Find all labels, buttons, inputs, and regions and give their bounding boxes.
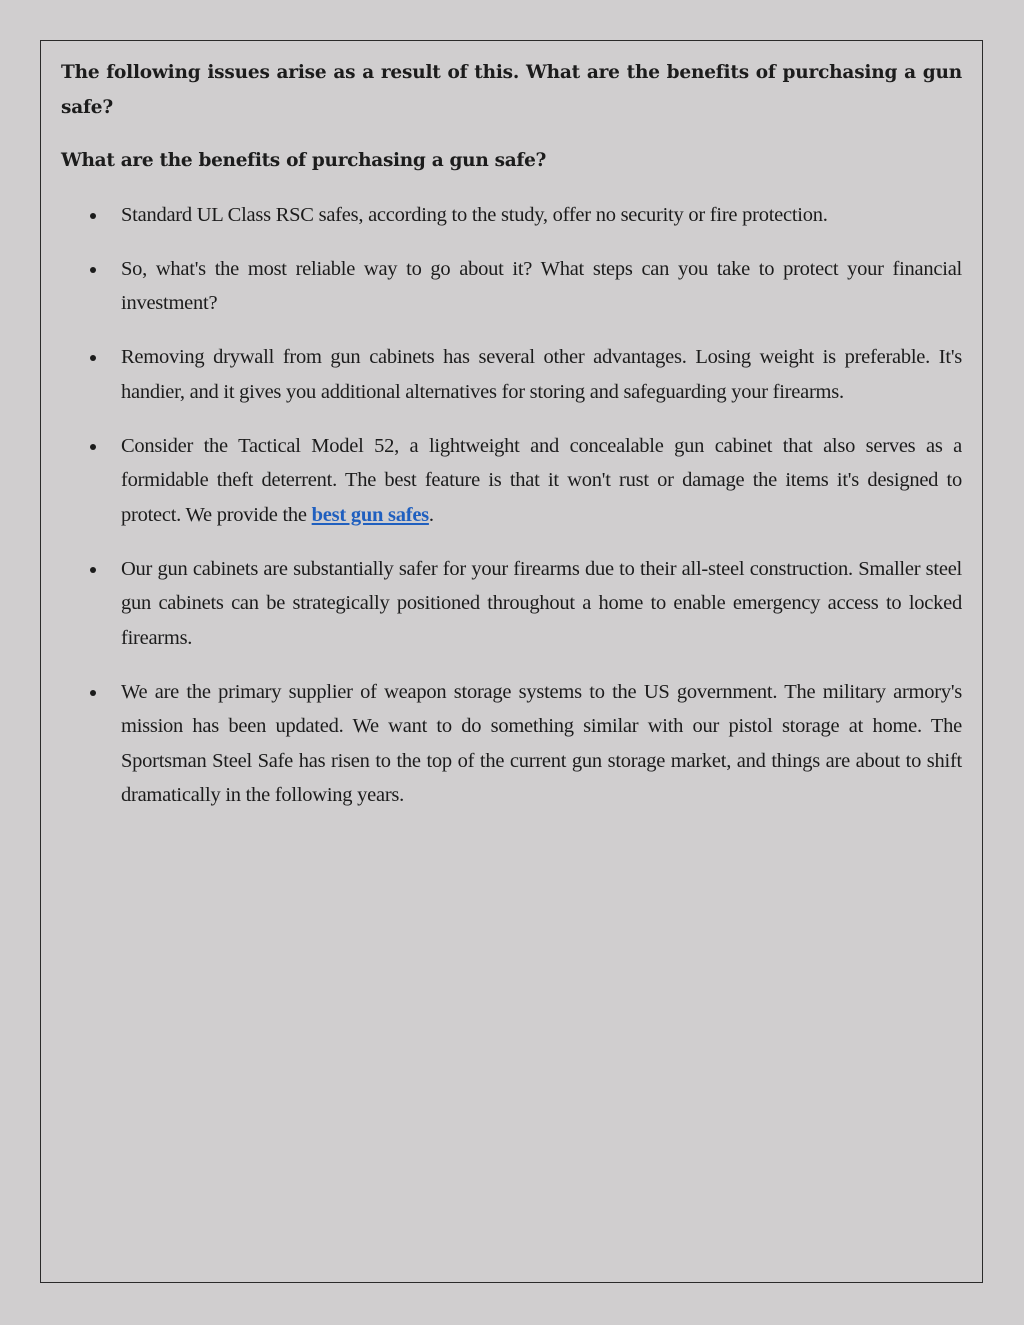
intro-paragraph: The following issues arise as a result of this. What are the benefits of purchasing a gun safe? — [61, 62, 962, 118]
section-heading: What are the benefits of purchasing a gun safe? — [61, 150, 547, 171]
bullet-icon — [90, 690, 96, 696]
best-gun-safes-link[interactable]: best gun safes — [311, 503, 429, 526]
page-frame — [40, 40, 983, 1283]
list-item-punctuation: . — [428, 503, 434, 526]
list-item — [61, 198, 962, 233]
bullet-list — [61, 198, 962, 813]
list-item-text: Standard UL Class RSC safes, according to the study, offer no security or fire protection. — [121, 203, 828, 226]
list-item-text: Our gun cabinets are substantially safer for your firearms due to their all-steel construction. Smaller steel gun cabinets can be strategically positioned throughout a home to enable emergency access to locked firearms. — [121, 557, 962, 649]
bullet-icon — [90, 355, 96, 361]
document-content — [61, 56, 962, 832]
list-item — [61, 429, 962, 533]
list-item-text: Removing drywall from gun cabinets has several other advantages. Losing weight is preferable. It's handier, and it gives you additional alternatives for storing and safeguarding your firearms. — [121, 346, 962, 403]
list-item-text: So, what's the most reliable way to go about it? What steps can you take to protect your financial investment? — [121, 257, 962, 314]
list-item — [61, 552, 962, 656]
list-item-text: We are the primary supplier of weapon storage systems to the US government. The military armory's mission has been updated. We want to do something similar with our pistol storage at home. The Sportsman Steel Safe has risen to the top of the current gun storage market, and things are about to shift dramatically in the following years. — [121, 680, 962, 806]
bullet-icon — [90, 444, 96, 450]
list-item-text: Consider the Tactical Model 52, a lightweight and concealable gun cabinet that also serves as a formidable theft deterrent. The best feature is that it won't rust or damage the items it's designed to protect. We provide the — [121, 434, 962, 526]
bullet-icon — [90, 267, 96, 273]
list-item — [61, 675, 962, 813]
bullet-icon — [90, 213, 96, 219]
list-item — [61, 340, 962, 409]
list-item — [61, 252, 962, 321]
bullet-icon — [90, 567, 96, 573]
